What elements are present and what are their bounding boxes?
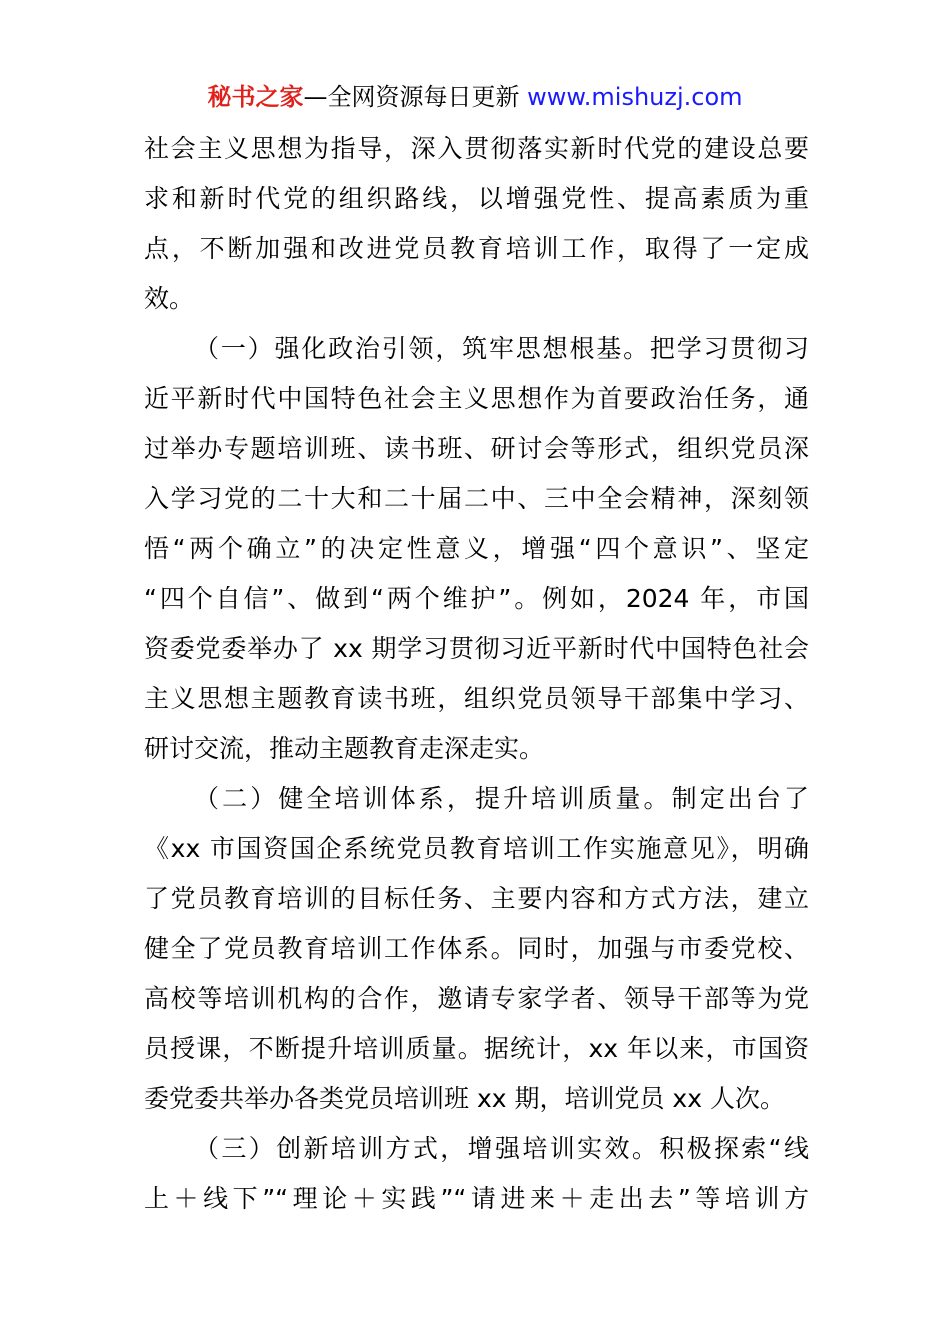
text-line: 悟“两个确立”的决定性意义，增强“四个意识”、坚定 xyxy=(144,534,809,563)
header-url[interactable]: www.mishuzj.com xyxy=(527,83,743,111)
text-line: 点，不断加强和改进党员教育培训工作，取得了一定成 xyxy=(144,234,809,263)
text-line: 社会主义思想为指导，深入贯彻落实新时代党的建设总要 xyxy=(144,134,809,163)
text-line: 入学习党的二十大和二十届二中、三中全会精神，深刻领 xyxy=(144,484,809,513)
brand-name: 秘书之家 xyxy=(207,83,304,111)
paragraph-start-line: （一）强化政治引领，筑牢思想根基。把学习贯彻习 xyxy=(194,334,809,363)
text-line: 员授课，不断提升培训质量。据统计，xx 年以来，市国资 xyxy=(144,1034,809,1063)
text-line: “四个自信”、做到“两个维护”。例如，2024 年，市国 xyxy=(144,584,809,613)
text-line: 上＋线下”“理论＋实践”“请进来＋走出去”等培训方 xyxy=(144,1184,809,1213)
text-line: 效。 xyxy=(144,284,195,313)
header-tagline: —全网资源每日更新 xyxy=(303,83,528,111)
paragraph-start-line: （三）创新培训方式，增强培训实效。积极探索“线 xyxy=(194,1134,809,1163)
text-line: 委党委共举办各类党员培训班 xx 期，培训党员 xx 人次。 xyxy=(144,1084,785,1113)
text-line: 《xx 市国资国企系统党员教育培训工作实施意见》，明确 xyxy=(144,834,809,863)
document-body xyxy=(144,124,809,1224)
text-line: 资委党委举办了 xx 期学习贯彻习近平新时代中国特色社会 xyxy=(144,634,809,663)
text-line: 主义思想主题教育读书班，组织党员领导干部集中学习、 xyxy=(144,684,809,713)
text-line: 高校等培训机构的合作，邀请专家学者、领导干部等为党 xyxy=(144,984,809,1013)
text-line: 求和新时代党的组织路线，以增强党性、提高素质为重 xyxy=(144,184,809,213)
page-header xyxy=(0,80,950,114)
paragraph-start-line: （二）健全培训体系，提升培训质量。制定出台了 xyxy=(194,784,809,813)
text-line: 过举办专题培训班、读书班、研讨会等形式，组织党员深 xyxy=(144,434,809,463)
text-line: 近平新时代中国特色社会主义思想作为首要政治任务，通 xyxy=(144,384,809,413)
text-line: 健全了党员教育培训工作体系。同时，加强与市委党校、 xyxy=(144,934,809,963)
text-line: 研讨交流，推动主题教育走深走实。 xyxy=(144,734,545,763)
text-line: 了党员教育培训的目标任务、主要内容和方式方法，建立 xyxy=(144,884,809,913)
